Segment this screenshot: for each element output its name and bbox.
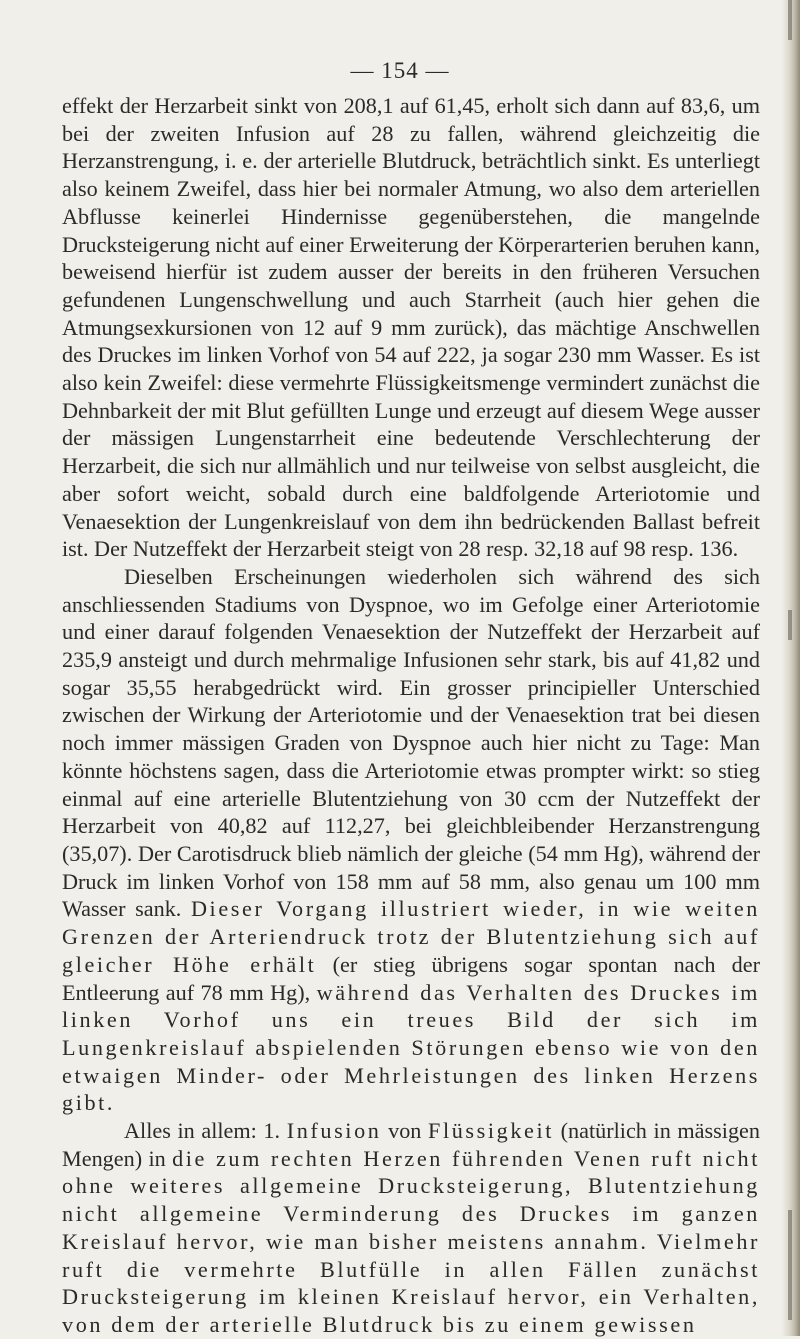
emphasized-text: die zum rechten Herzen führenden Venen ruft nicht ohne weiteres allgemeine Drucksteigerung, Blutentziehung nicht allgemeine Verminderung des Druckes im ganzen Kreislauf hervor, wie man bisher meistens annahm. Vielmehr ruft die vermehrte Blutfülle in allen Fällen zunächst Drucksteigerung im kleinen Kreislauf hervor, ein Verhalten, von dem der arterielle Blutdruck bis zu einem gewissen — [62, 1145, 760, 1337]
page-fold-mark — [788, 0, 792, 40]
body-paragraph — [62, 1117, 760, 1339]
text-run: effekt der Herzarbeit sinkt von 208,1 auf 61,45, erholt sich dann auf 83,6, um bei der zweiten Infusion auf 28 zu fallen, während gleichzeitig die Herzanstrengung, i. e. der arterielle Blutdruck, beträchtlich sinkt. Es unterliegt also keinem Zweifel, dass hier bei normaler Atmung, wo also dem arteriellen Abflusse keinerlei Hindernisse gegenüberstehen, die mangelnde Drucksteigerung nicht auf einer Erweiterung der Körperarterien beruhen kann, beweisend hierfür ist zudem ausser der bereits in den früheren Versuchen gefundenen Lungenschwellung und auch Starrheit (auch hier gehen die Atmungsexkursionen von 12 auf 9 mm zurück), das mächtige Anschwellen des Druckes im linken Vorhof von 54 auf 222, ja sogar 230 mm Wasser. Es ist also kein Zweifel: diese vermehrte Flüssigkeitsmenge vermindert zunächst die Dehnbarkeit der mit Blut gefüllten Lunge und erzeugt auf diesem Wege ausser der mässigen Lungenstarrheit eine bedeutende Verschlechterung der Herzarbeit, die sich nur allmählich und nur teilweise von selbst ausgleicht, die aber sofort weicht, sobald durch eine baldfolgende Arteriotomie und Venaesektion der Lungenkreislauf von dem ihn bedrückenden Ballast befreit ist. Der Nutzeffekt der Herzarbeit steigt von 28 resp. 32,18 auf 98 resp. 136. — [62, 93, 760, 562]
text-run: von — [381, 1118, 429, 1144]
text-run: Dieselben Erscheinungen wiederholen sich während des sich anschliessenden Stadiums von Dyspnoe, wo im Gefolge einer Arteriotomie und einer darauf folgenden Venaesektion der Nutzeffekt der Herzarbeit auf 235,9 ansteigt und durch mehrmalige Infusionen sehr stark, bis auf 41,82 und sogar 35,55 herabgedrückt wird. Ein grosser principieller Unterschied zwischen der Wirkung der Arteriotomie und der Venaesektion trat bei diesen noch immer mässigen Graden von Dyspnoe auch hier nicht zu Tage: Man könnte höchstens sagen, dass die Arteriotomie etwas prompter wirkt: so stieg einmal auf eine arterielle Blutentziehung von 30 ccm der Nutzeffekt der Herzarbeit von 40,82 auf 112,27, bei gleichbleibender Herzanstrengung (35,07). Der Carotisdruck blieb nämlich der gleiche (54 mm Hg), während der Druck im linken Vorhof von 158 mm auf 58 mm, also genau um 100 mm Wasser sank. — [62, 563, 760, 922]
page-body — [62, 92, 760, 1339]
page-fold-mark — [788, 610, 792, 640]
page-fold-mark — [788, 1210, 792, 1320]
text-run: (er stieg übrigens sogar spontan nach der Entleerung auf 78 mm Hg), — [62, 951, 761, 1005]
page-header: — 154 — — [350, 58, 450, 83]
emphasized-text: Flüssigkeit — [428, 1118, 555, 1144]
emphasized-text: Dieser Vorgang illustriert wieder, in wie weiten Grenzen der Arteriendruck trotz der Blutentziehung sich auf gleicher Höhe erhält — [62, 896, 760, 977]
text-run: Alles in allem: 1. — [124, 1118, 287, 1144]
emphasized-text: Infusion — [286, 1118, 382, 1144]
body-paragraph — [62, 563, 760, 1117]
text-run: (natürlich in mässigen Mengen) in — [62, 1118, 760, 1171]
emphasized-text: während das Verhalten des Druckes im linken Vorhof uns ein treues Bild der sich im Lungenkreislauf abspielenden Störungen ebenso wie von den etwaigen Minder- oder Mehrleistungen des linken Herzens gibt. — [62, 979, 760, 1116]
body-paragraph — [62, 92, 760, 563]
page-edge-shadow — [782, 0, 800, 1336]
